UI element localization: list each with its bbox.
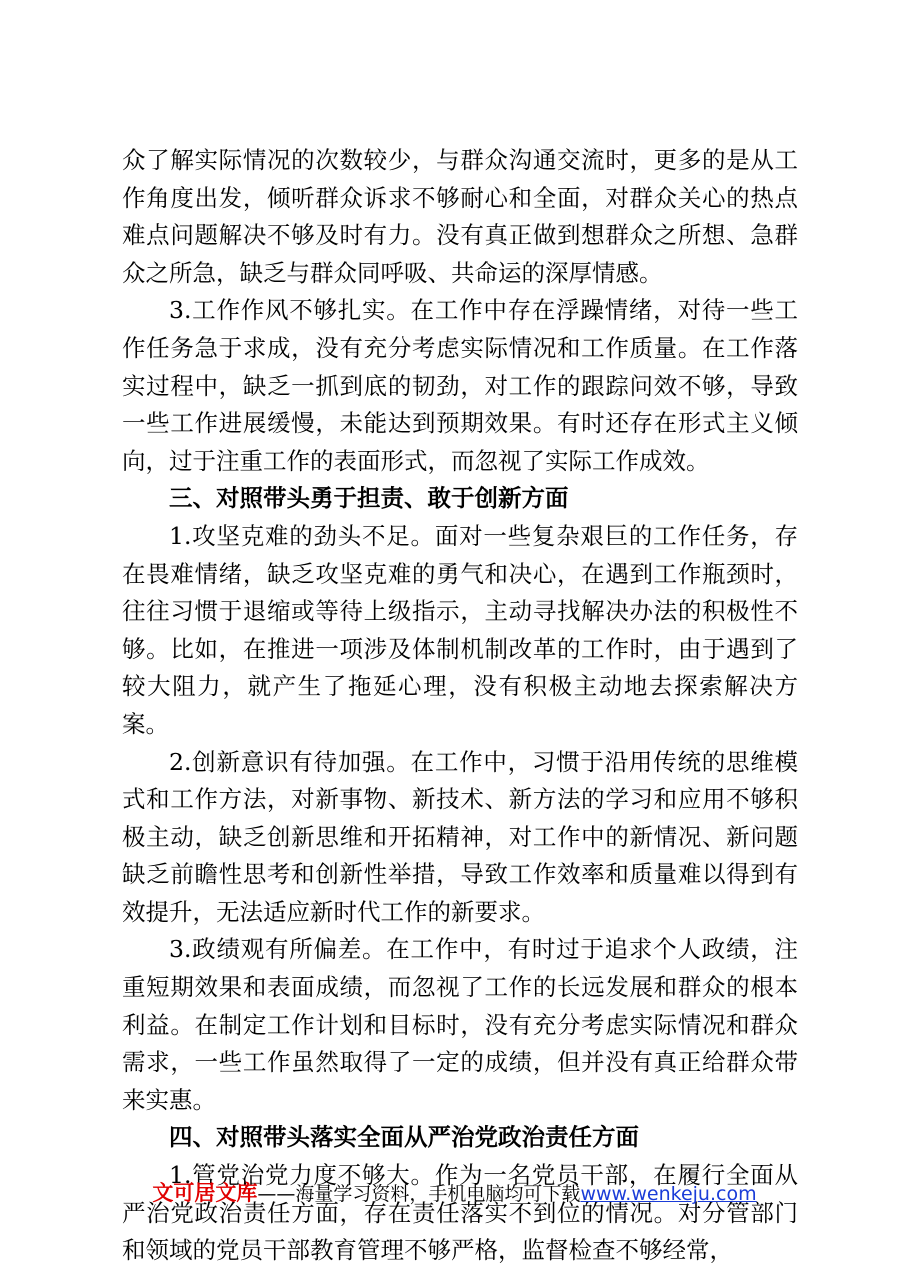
footer-banner — [0, 1180, 909, 1207]
paragraph-item-3-work-style: 3.工作作风不够扎实。在工作中存在浮躁情绪，对待一些工作任务急于求成，没有充分考虑实际情况和工作质量。在工作落实过程中，缺乏一抓到底的韧劲，对工作的跟踪问效不够，导致一些工作进展缓慢，未能达到预期效果。有时还存在形式主义倾向，过于注重工作的表面形式，而忽视了实际工作成效。 — [122, 296, 798, 475]
paragraph-item-1-tackling-difficulties: 1.攻坚克难的劲头不足。面对一些复杂艰巨的工作任务，存在畏难情绪，缺乏攻坚克难的勇气和决心，在遇到工作瓶颈时，往往习惯于退缩或等待上级指示，主动寻找解决办法的积极性不够。比如，在推进一项涉及体制机制改革的工作时，由于遇到了较大阻力，就产生了拖延心理，没有积极主动地去探索解决方案。 — [122, 521, 798, 738]
paragraph-item-1-party-governance: 1.管党治党力度不够大。作为一名党员干部，在履行全面从严治党政治责任方面，存在责任落实不到位的情况。对分管部门和领域的党员干部教育管理不够严格，监督检查不够经常， — [122, 1161, 798, 1265]
paragraph-continuation: 众了解实际情况的次数较少，与群众沟通交流时，更多的是从工作角度出发，倾听群众诉求不够耐心和全面，对群众关心的热点难点问题解决不够及时有力。没有真正做到想群众之所想、急群众之所急，缺乏与群众同呼吸、共命运的深厚情感。 — [122, 146, 798, 287]
paragraph-item-2-innovation: 2.创新意识有待加强。在工作中，习惯于沿用传统的思维模式和工作方法，对新事物、新技术、新方法的学习和应用不够积极主动，缺乏创新思维和开拓精神，对工作中的新情况、新问题缺乏前瞻性思考和创新性举措，导致工作效率和质量难以得到有效提升，无法适应新时代工作的新要求。 — [122, 747, 798, 926]
footer-url-link[interactable]: www.wenkeju.com — [580, 1183, 757, 1205]
footer-brand: 文可居文库 — [152, 1181, 258, 1205]
document-body — [122, 142, 798, 1270]
footer-slogan: 海量学习资料，手机电脑均可下载 — [295, 1183, 581, 1205]
section-heading-three: 三、对照带头勇于担责、敢于创新方面 — [169, 484, 569, 513]
section-heading-four: 四、对照带头落实全面从严治党政治责任方面 — [169, 1123, 639, 1152]
footer-dash: —— — [257, 1183, 296, 1205]
paragraph-item-3-performance-view: 3.政绩观有所偏差。在工作中，有时过于追求个人政绩，注重短期效果和表面成绩，而忽视了工作的长远发展和群众的根本利益。在制定工作计划和目标时，没有充分考虑实际情况和群众需求，一些工作虽然取得了一定的成绩，但并没有真正给群众带来实惠。 — [122, 935, 798, 1114]
